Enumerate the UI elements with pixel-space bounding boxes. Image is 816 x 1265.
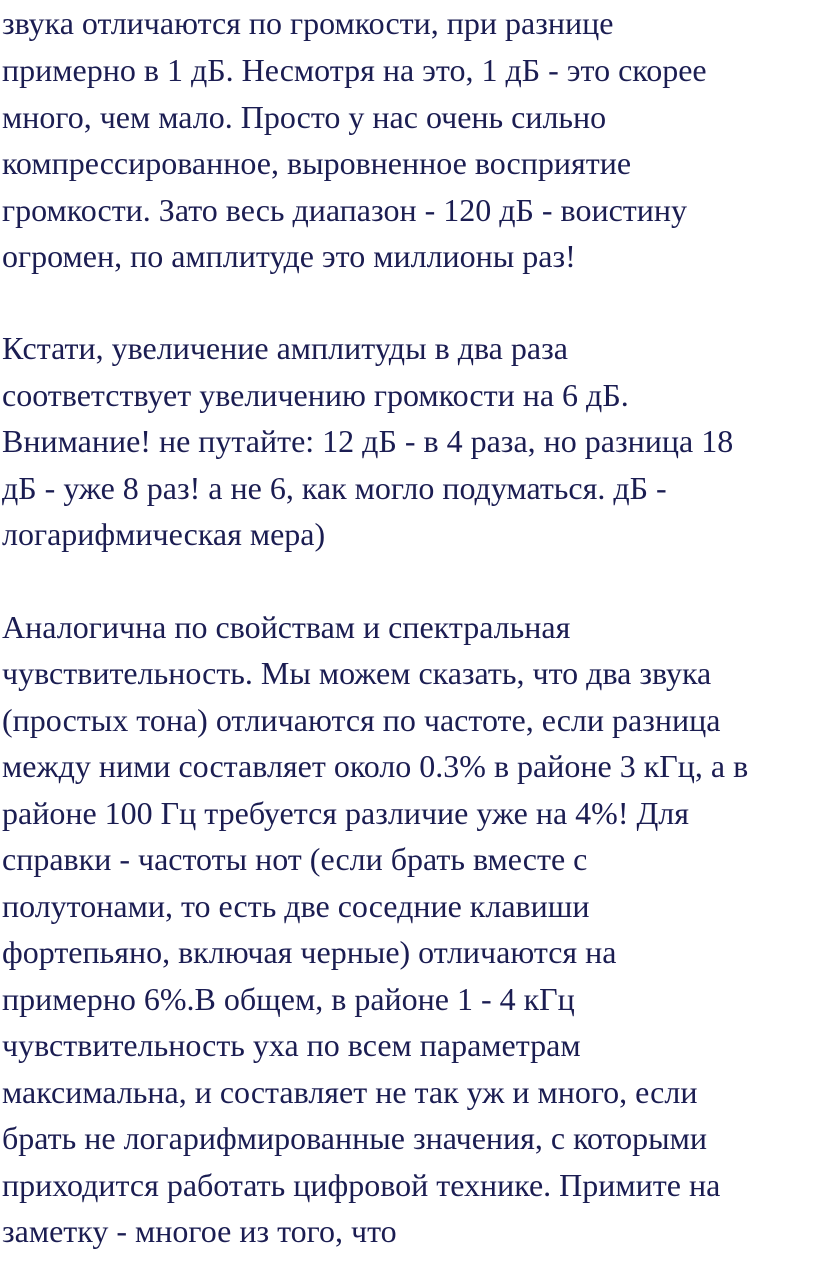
text-line: Аналогична по свойствам и спектральная: [2, 609, 571, 645]
text-line: брать не логарифмированные значения, с которыми: [2, 1120, 708, 1156]
text-line: чувствительность уха по всем параметрам: [2, 1027, 581, 1063]
text-line: много, чем мало. Просто у нас очень сильно: [2, 99, 607, 135]
text-line: примерно 6%.В общем, в районе 1 - 4 кГц: [2, 981, 575, 1017]
text-line: максимальна, и составляет не так уж и много, если: [2, 1074, 698, 1110]
text-line: заметку - многое из того, что: [2, 1213, 397, 1249]
text-line: Внимание! не путайте: 12 дБ - в 4 раза, но разница 18: [2, 423, 734, 459]
text-line: полутонами, то есть две соседние клавиши: [2, 888, 590, 924]
text-line: соответствует увеличению громкости на 6 дБ.: [2, 377, 629, 413]
text-line: громкости. Зато весь диапазон - 120 дБ - воистину: [2, 192, 687, 228]
text-line: между ними составляет около 0.3% в районе 3 кГц, а в: [2, 748, 749, 784]
text-line: примерно в 1 дБ. Несмотря на это, 1 дБ - это скорее: [2, 52, 707, 88]
text-line: дБ - уже 8 раз! а не 6, как могло подуматься. дБ -: [2, 470, 667, 506]
text-line: приходится работать цифровой технике. Примите на: [2, 1167, 721, 1203]
text-line: огромен, по амплитуде это миллионы раз!: [2, 238, 576, 274]
text-line: районе 100 Гц требуется различие уже на 4%! Для: [2, 795, 689, 831]
text-line: (простых тона) отличаются по частоте, если разница: [2, 702, 721, 738]
text-line: компрессированное, выровненное восприятие: [2, 145, 632, 181]
text-line: фортепьяно, включая черные) отличаются на: [2, 934, 617, 970]
text-line: Кстати, увеличение амплитуды в два раза: [2, 330, 568, 366]
text-line: звука отличаются по громкости, при разнице: [2, 5, 614, 41]
text-line: чувствительность. Мы можем сказать, что два звука: [2, 655, 712, 691]
text-line: справки - частоты нот (если брать вместе с: [2, 841, 588, 877]
text-line: логарифмическая мера): [2, 516, 326, 552]
